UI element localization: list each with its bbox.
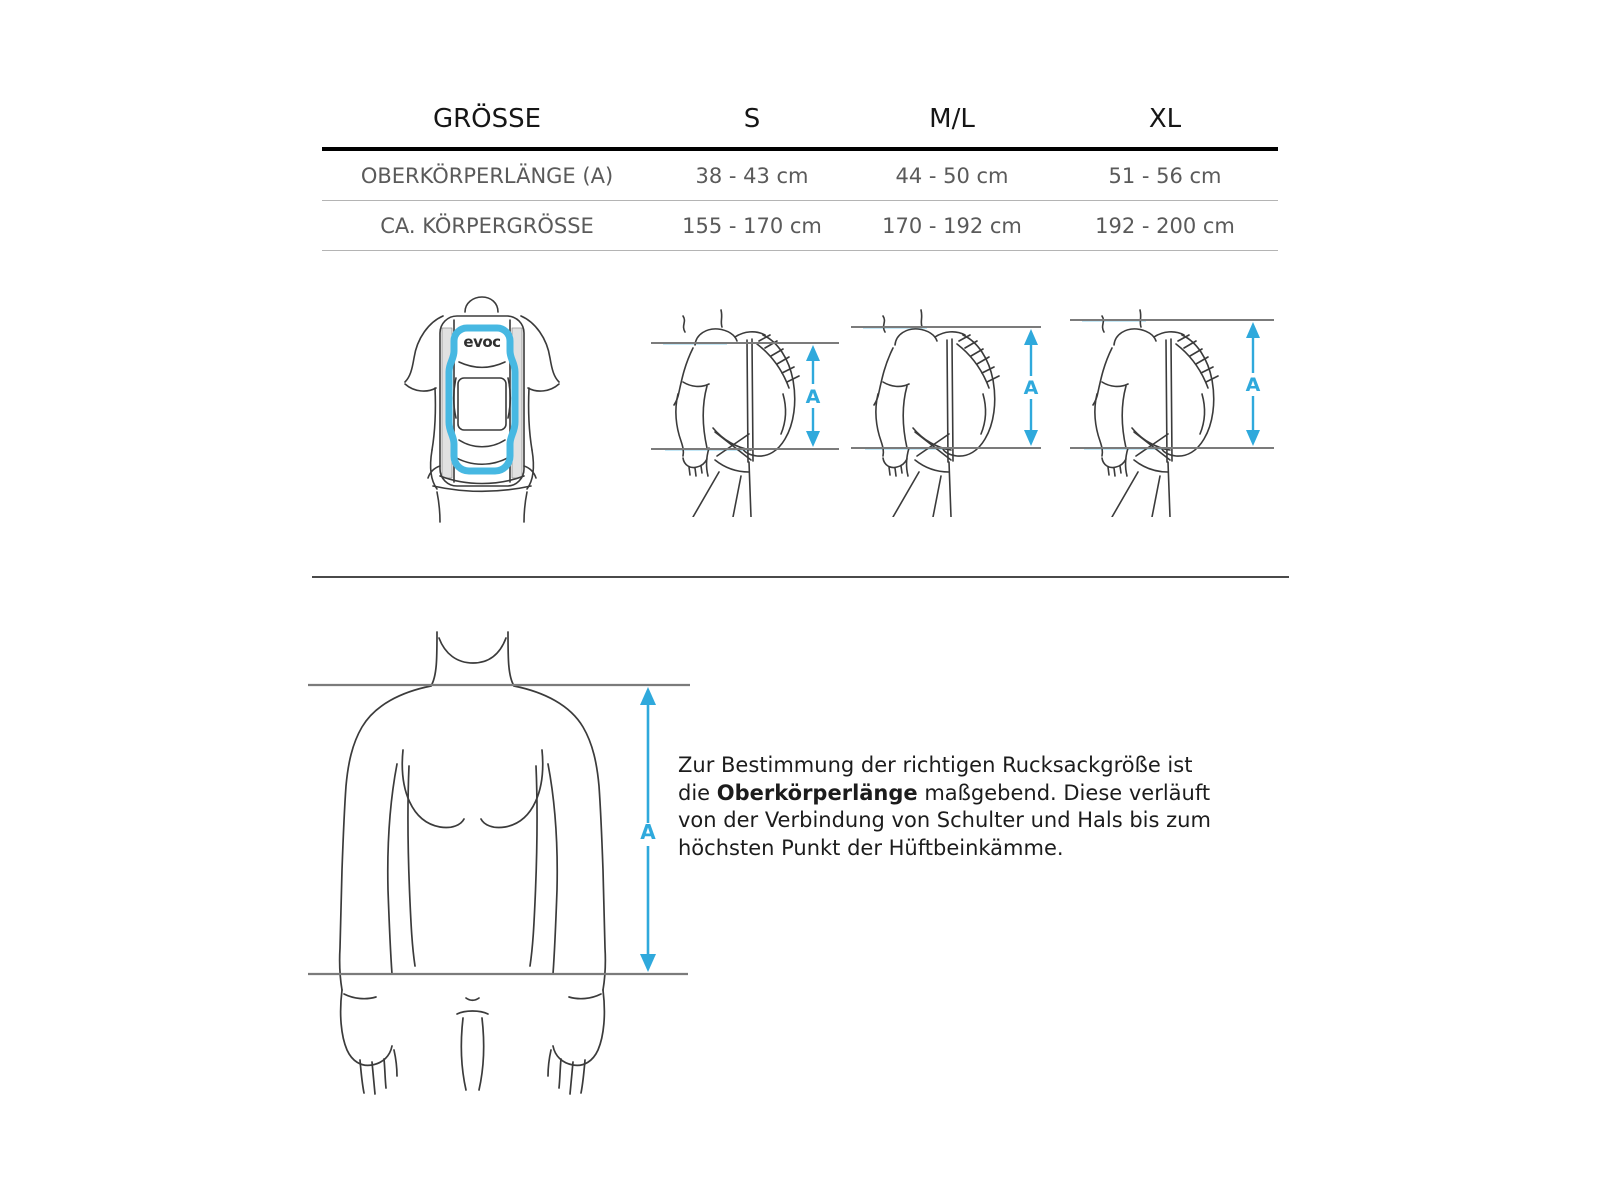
arrow-label-a-xl: A xyxy=(1245,374,1261,396)
size-table xyxy=(322,90,1278,251)
size-table-header-row xyxy=(322,90,1278,151)
row-label-oberkoerperlaenge: OBERKÖRPERLÄNGE (A) xyxy=(360,163,614,188)
body-height-xl: 192 - 200 cm xyxy=(1095,213,1235,238)
sizing-instructions-text xyxy=(678,752,1278,862)
table-row-body-height xyxy=(322,201,1278,251)
evoc-logo: evoc xyxy=(463,333,501,351)
arrow-label-a-body: A xyxy=(640,820,656,844)
backpack-back-view xyxy=(403,280,573,529)
arrow-label-a-s: A xyxy=(805,386,821,408)
side-figure xyxy=(874,310,999,517)
side-view-size-ml xyxy=(845,282,1045,521)
section-divider xyxy=(312,576,1289,578)
torso-figure xyxy=(340,632,606,1094)
side-figure xyxy=(674,310,799,517)
header-groesse: GRÖSSE xyxy=(432,103,542,134)
side-figure xyxy=(1093,310,1218,517)
row-label-koerpergroesse: CA. KÖRPERGRÖSSE xyxy=(380,213,594,238)
table-row-torso-length xyxy=(322,151,1278,201)
body-height-ml: 170 - 192 cm xyxy=(882,213,1022,238)
backpack-handle xyxy=(465,297,498,312)
arrow-label-a-ml: A xyxy=(1023,377,1039,399)
instructions-text-before: Zur Bestimmung der richtigen Rucksackgröße ist die xyxy=(678,753,1193,805)
torso-length-xl: 51 - 56 cm xyxy=(1108,163,1222,188)
header-size-s: S xyxy=(743,103,761,134)
instructions-text-after: maßgebend. Diese verläuft von der Verbindung von Schulter und Hals bis zum höchsten Punkt der Hüftbeinkämme. xyxy=(678,780,1211,860)
side-view-size-s xyxy=(645,282,845,521)
instructions-bold-term: Oberkörperlänge xyxy=(716,780,918,805)
header-size-xl: XL xyxy=(1148,103,1182,134)
torso-length-ml: 44 - 50 cm xyxy=(895,163,1009,188)
torso-measurement-diagram xyxy=(300,598,700,1117)
side-view-size-xl xyxy=(1052,282,1282,521)
header-size-ml: M/L xyxy=(929,103,975,134)
torso-length-s: 38 - 43 cm xyxy=(695,163,809,188)
body-height-s: 155 - 170 cm xyxy=(682,213,822,238)
